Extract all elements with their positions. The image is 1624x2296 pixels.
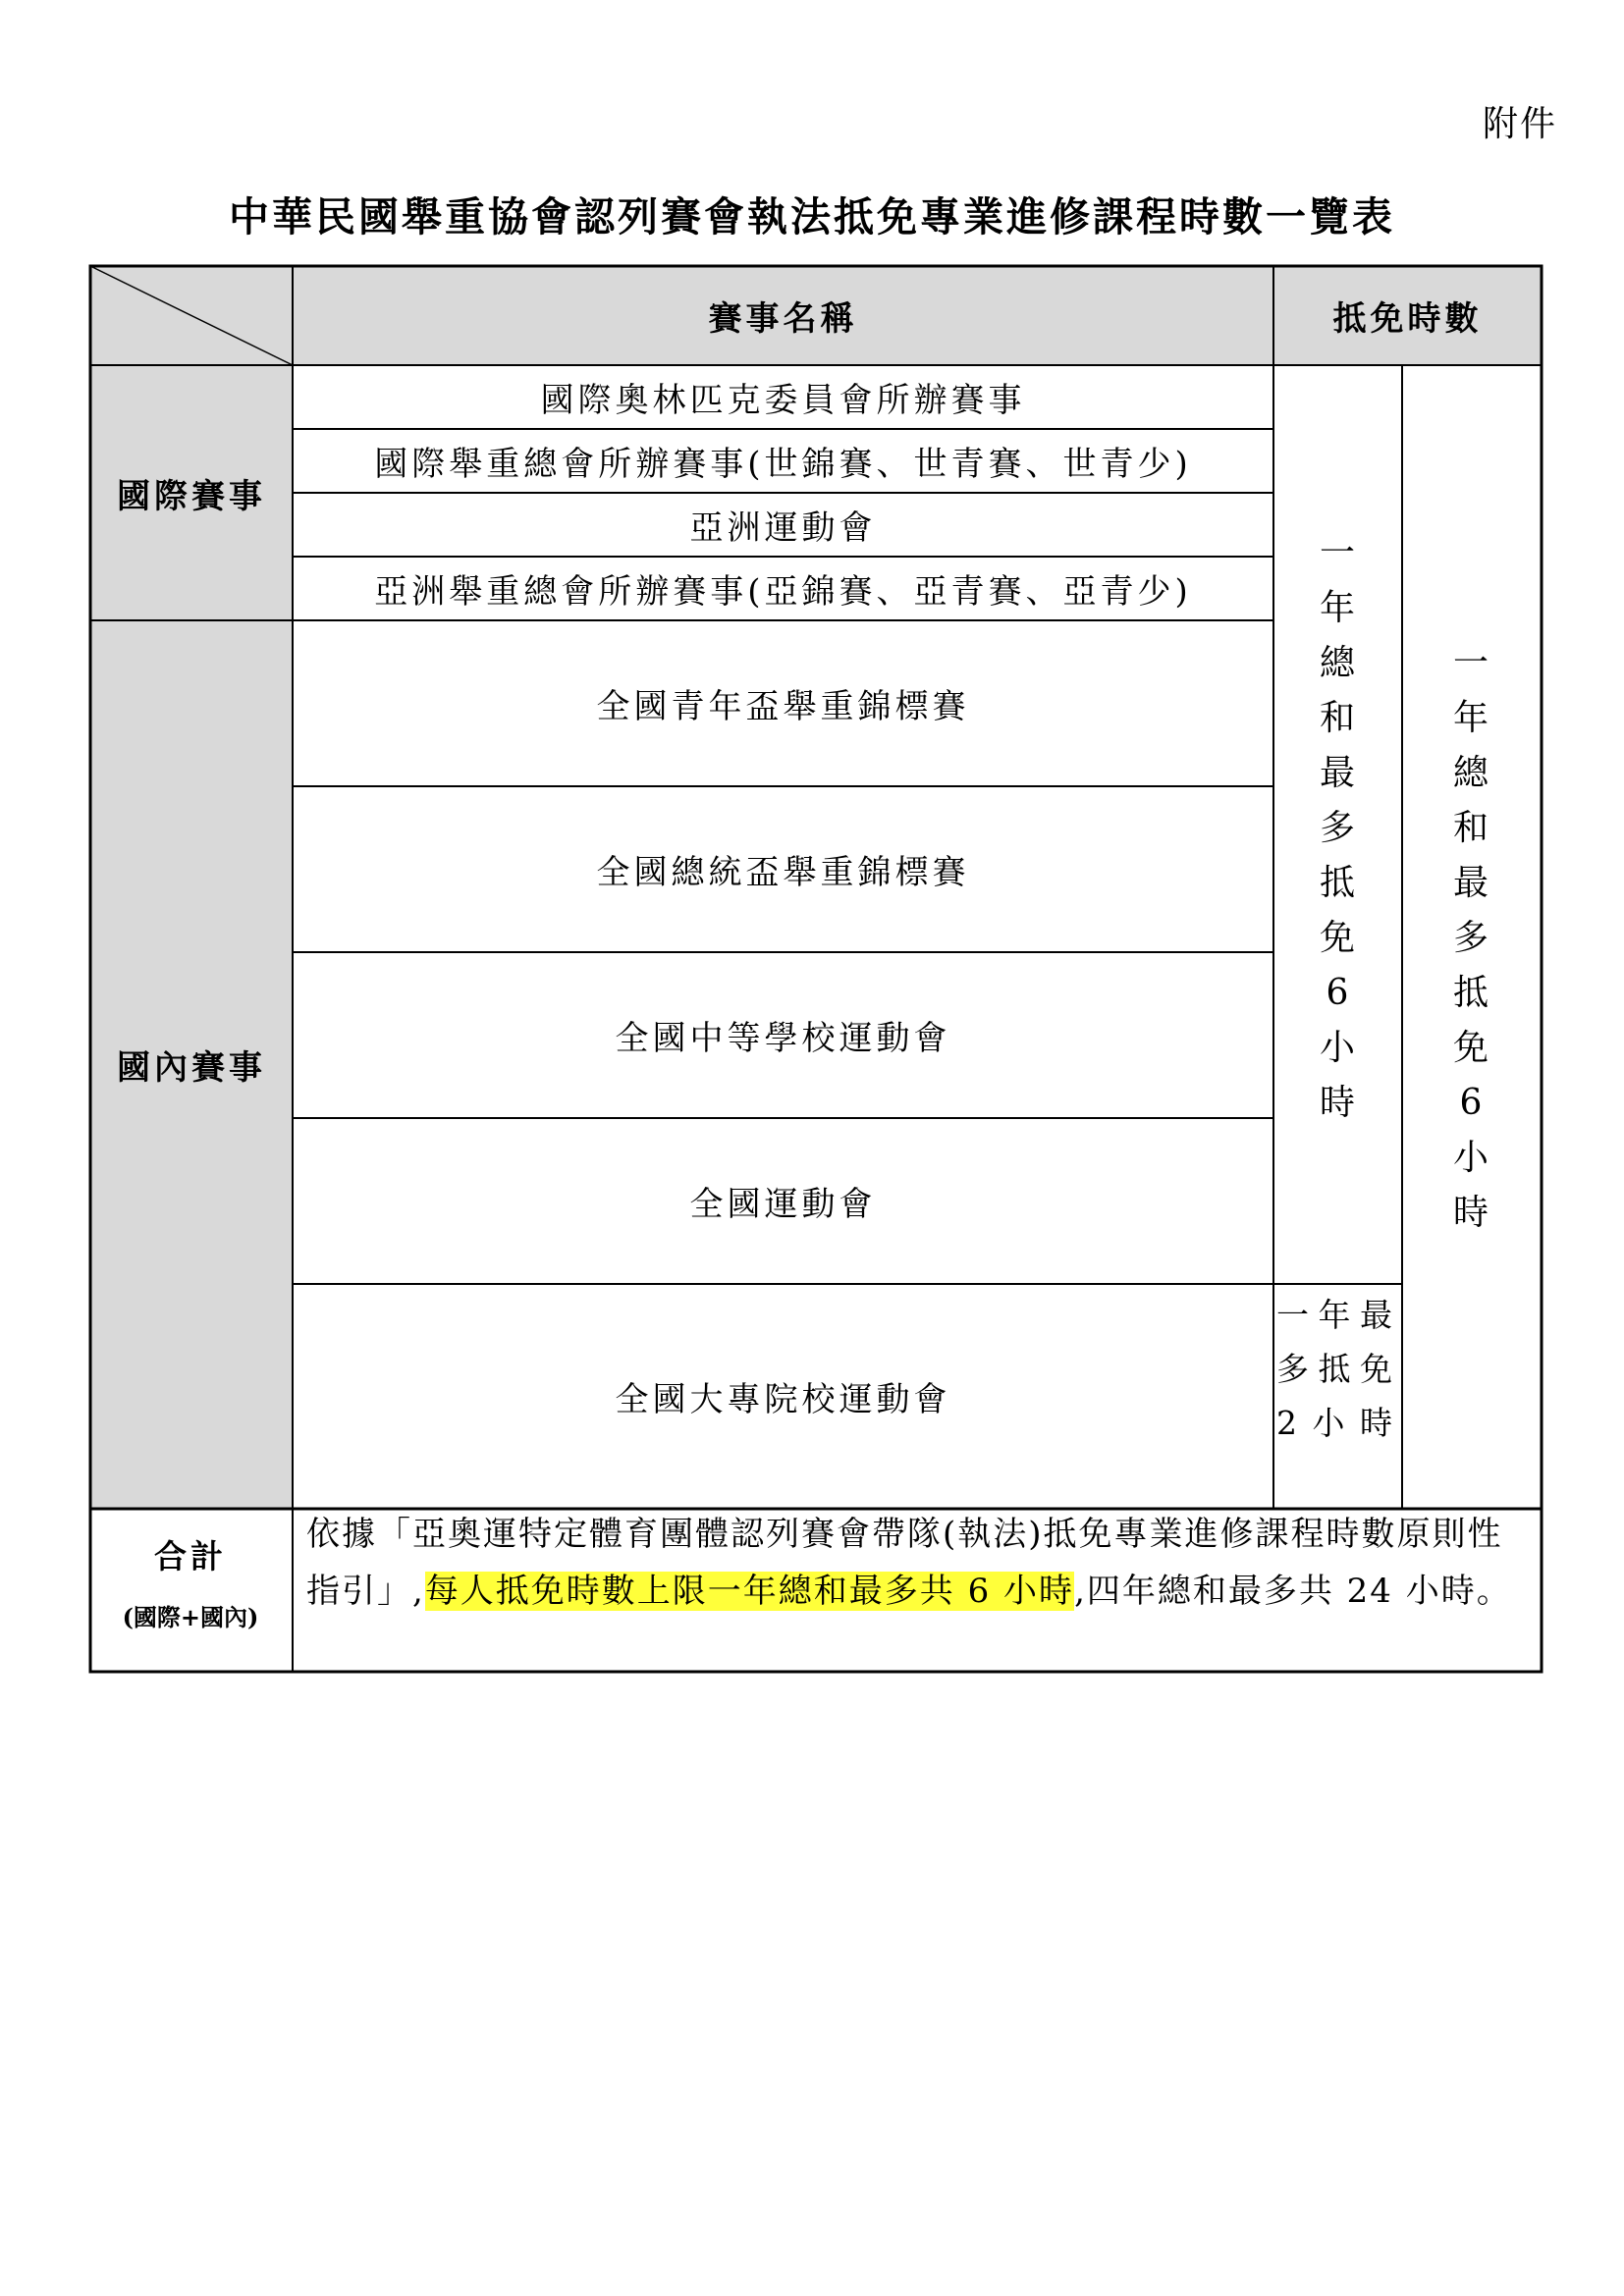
table-row: 全國中等學校運動會 (615, 1019, 951, 1058)
table-row: 全國運動會 (689, 1185, 877, 1224)
total-note-after: ,四年總和最多共 24 小時。 (1074, 1572, 1512, 1611)
total-note (306, 1506, 1534, 1620)
credit-combined-text: 一年總和最多抵免6小時 (1452, 643, 1489, 1233)
category-domestic: 國內賽事 (117, 1048, 266, 1088)
table-row: 全國青年盃舉重錦標賽 (596, 687, 970, 726)
table-row: 國際奧林匹克委員會所辦賽事 (540, 381, 1026, 420)
credit-main-text: 一年總和最多抵免6小時 (1319, 533, 1355, 1123)
total-sublabel: (國際+國內) (122, 1603, 259, 1631)
table-row: 全國總統盃舉重錦標賽 (596, 853, 970, 892)
table-row: 全國大專院校運動會 (615, 1380, 951, 1419)
table-row: 亞洲運動會 (689, 508, 877, 548)
header-credit-hours: 抵免時數 (1332, 299, 1483, 339)
page-title: 中華民國舉重協會認列賽會執法抵免專業進修課程時數一覽表 (229, 193, 1395, 240)
total-note-before: 依據「亞奧運特定體育團體認列賽會帶隊(執法)抵免專業進修課程時數原則性指引」, (306, 1515, 1503, 1611)
table-row: 亞洲舉重總會所辦賽事(亞錦賽、亞青賽、亞青少) (374, 572, 1192, 612)
category-international: 國際賽事 (117, 476, 266, 516)
table-row: 國際舉重總會所辦賽事(世錦賽、世青賽、世青少) (374, 445, 1192, 484)
total-note-highlight: 每人抵免時數上限一年總和最多共 6 小時 (424, 1572, 1075, 1611)
header-event-name: 賽事名稱 (708, 299, 858, 339)
total-label: 合計 (154, 1537, 227, 1575)
credit-college-text: 一年最多抵免2小時 (1276, 1296, 1394, 1442)
attachment-label: 附件 (1483, 104, 1558, 144)
